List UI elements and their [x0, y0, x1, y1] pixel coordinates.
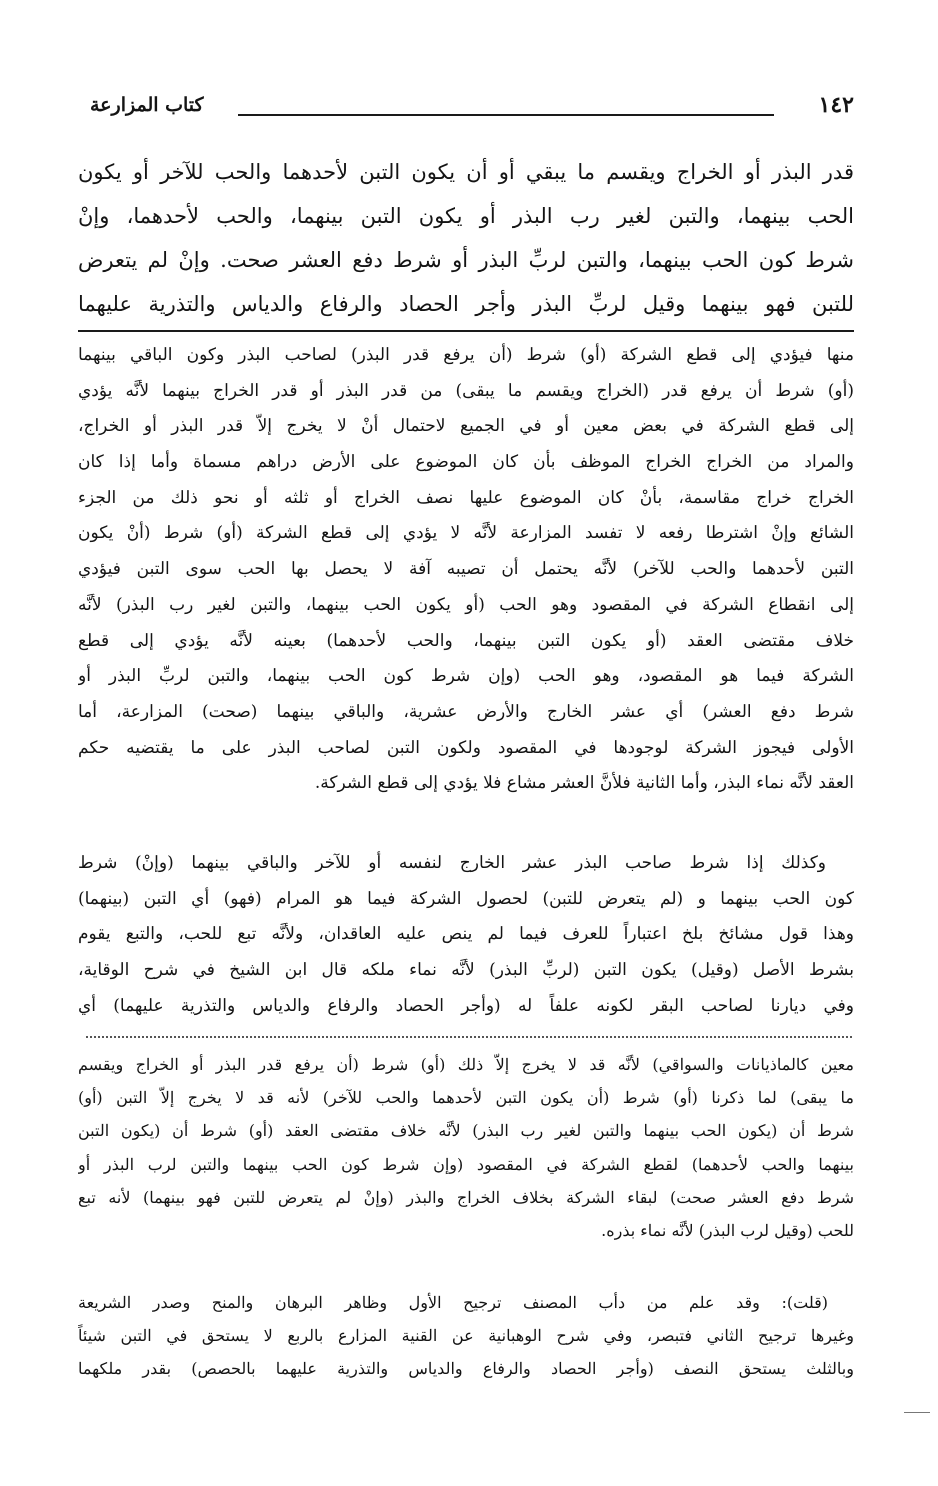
text-line: العقد لأنَّه نماء البذر، وأما الثانية فلأنَّ العشر مشاع فلا يؤدي إلى قطع الشركة.: [314, 773, 854, 794]
commentary-block-1: [78, 338, 854, 802]
text-line: كون الحب بينهما و (لم يتعرض للتبن) لحصول الشركة فيما هو المرام (فهو) أي التبن (بينهما): [78, 888, 854, 909]
text-line: التبن لأحدهما والحب للآخر) لأنَّه يحتمل أن تصيبه آفة لا يحصل بها الحب سوى التبن فيؤدي: [78, 559, 854, 580]
text-line: وهذا قول مشائخ بلخ اعتباراً للعرف فيما لم ينص عليه العاقدان، ولأنَّه تبع للحب، والتبع يقوم: [78, 924, 854, 945]
text-line: منها فيؤدي إلى قطع الشركة (أو) شرط (أن يرفع قدر البذر) لصاحب البذر وكون الباقي بينهما: [78, 345, 854, 365]
text-line: الشائع وإنْ اشترطا رفعه لا تفسد المزارعة لأنَّه لا يؤدي إلى قطع الشركة (أو) شرط (أنْ يكون: [78, 523, 854, 544]
text-line: الحب بينهما، والتبن لغير رب البذر أو يكون التبن بينهما، والحب لأحدهما، وإنْ: [78, 204, 854, 228]
text-line: الأولى فيجوز الشركة لوجودها في المقصود ولكون التبن لصاحب البذر على ما يقتضيه حكم: [78, 737, 854, 758]
text-line: إلى قطع الشركة في بعض معين أو في الجميع لاحتمال أنْ لا يخرج إلاّ قدر البذر أو الخراج،: [78, 416, 854, 437]
main-text: [78, 150, 854, 326]
gloss-block-1: [78, 1048, 854, 1247]
text-line: للتبن فهو بينهما وقيل لربِّ البذر وأجر الحصاد والرفاع والدياس والتذرية عليهما: [78, 292, 854, 316]
text-line: وكذلك إذا شرط صاحب البذر عشر الخارج لنفسه أو للآخر والباقي بينهما (وإنْ) شرط: [78, 853, 826, 873]
text-line: معين كالماذيانات والسواقي) لأنَّه قد لا يخرج إلاّ ذلك (أو) شرط (أن يرفع قدر البذر أو الخراج ويقسم: [78, 1055, 854, 1074]
text-line: (قلت): وقد علم من دأب المصنف ترجيح الأول وظاهر البرهان والمنح وصدر الشريعة: [78, 1293, 828, 1312]
text-line: خلاف مقتضى العقد (أو يكون التبن بينهما، والحب لأحدهما) بعينه لأنَّه يؤدي إلى قطع: [78, 630, 854, 651]
text-line: وغيرها ترجيح الثاني فتبصر، وفي شرح الوهبانية عن القنية المزارع بالربع لا يستحق في التبن شيئاً: [78, 1326, 854, 1346]
text-line: (أو) شرط أن يرفع قدر (الخراج ويقسم ما يبقى) من قدر البذر أو قدر الخراج بينهما لأنَّه يؤدي: [78, 380, 854, 401]
text-line: قدر البذر أو الخراج ويقسم ما يبقي أو أن يكون التبن لأحدهما والحب للآخر أو يكون: [78, 160, 854, 184]
text-line: شرط كون الحب بينهما، والتبن لربِّ البذر أو شرط دفع العشر صحت. وإنْ لم يتعرض: [78, 248, 854, 272]
page-number: ١٤٢: [818, 92, 854, 118]
text-line: بينهما والحب لأحدهما) لقطع الشركة في المقصود (وإن شرط كون الحب بينهما والتبن لرب البذر أو: [78, 1154, 854, 1174]
text-line: الشركة فيما هو المقصود، وهو الحب (وإن شرط كون الحب بينهما، والتبن لربِّ البذر أو: [78, 666, 854, 687]
header-rule: [238, 114, 774, 116]
text-line: شرط أن (يكون الحب بينهما والتبن لغير رب البذر) لأنَّه خلاف مقتضى العقد (أو) شرط أن (يكون التبن: [78, 1121, 854, 1141]
gloss-block-2: [78, 1286, 854, 1386]
text-line: وبالثلث يستحق النصف (وأجر الحصاد والرفاع والدياس والتذرية عليهما بالحصص) بقدر ملكهما: [78, 1359, 854, 1379]
text-line: ما يبقى) لما ذكرنا (أو) شرط (أن يكون التبن لأحدهما والحب للآخر) لأنه قد لا يخرج إلاّ التبن (أو): [78, 1088, 854, 1108]
text-line: إلى انقطاع الشركة في المقصود وهو الحب (أو يكون الحب بينهما، والتبن لغير رب البذر) لأنَّه: [78, 594, 854, 615]
dotted-divider: [86, 1036, 852, 1038]
text-line: الخراج خراج مقاسمة، بأنْ كان الموضوع عليها نصف الخراج أو ثلثه أو نحو ذلك من الجزء: [78, 487, 854, 508]
margin-mark: [904, 1412, 930, 1413]
chapter-title: كتاب المزارعة: [90, 94, 204, 116]
text-line: وفي ديارنا لصاحب البقر لكونه علفاً له (وأجر الحصاد والرفاع والدياس والتذرية عليهما) أي: [78, 995, 854, 1016]
text-line: شرط دفع العشر) أي عشر الخارج والأرض عشرية، والباقي بينهما (صحت) المزارعة، أما: [78, 701, 854, 722]
text-line: شرط دفع العشر صحت) لبقاء الشركة بخلاف الخراج والبذر (وإنْ لم يتعرض للتبن فهو بينهما) لأنه تبع: [78, 1187, 854, 1207]
text-line: بشرط الأصل (وقيل) يكون التبن (لربِّ البذر) لأنَّه نماء ملكه قال ابن الشيخ في شرح الوقاية،: [78, 960, 854, 981]
commentary-block-2: [78, 846, 854, 1024]
text-line: للحب (وقيل لرب البذر) لأنَّه نماء بذره.: [601, 1220, 854, 1240]
text-line: والمراد من الخراج الخراج الموظف بأن كان الموضوع على الأرض دراهم مسماة وأما إذا كان: [78, 452, 854, 473]
section-divider: [78, 330, 854, 332]
running-header: [90, 92, 854, 132]
